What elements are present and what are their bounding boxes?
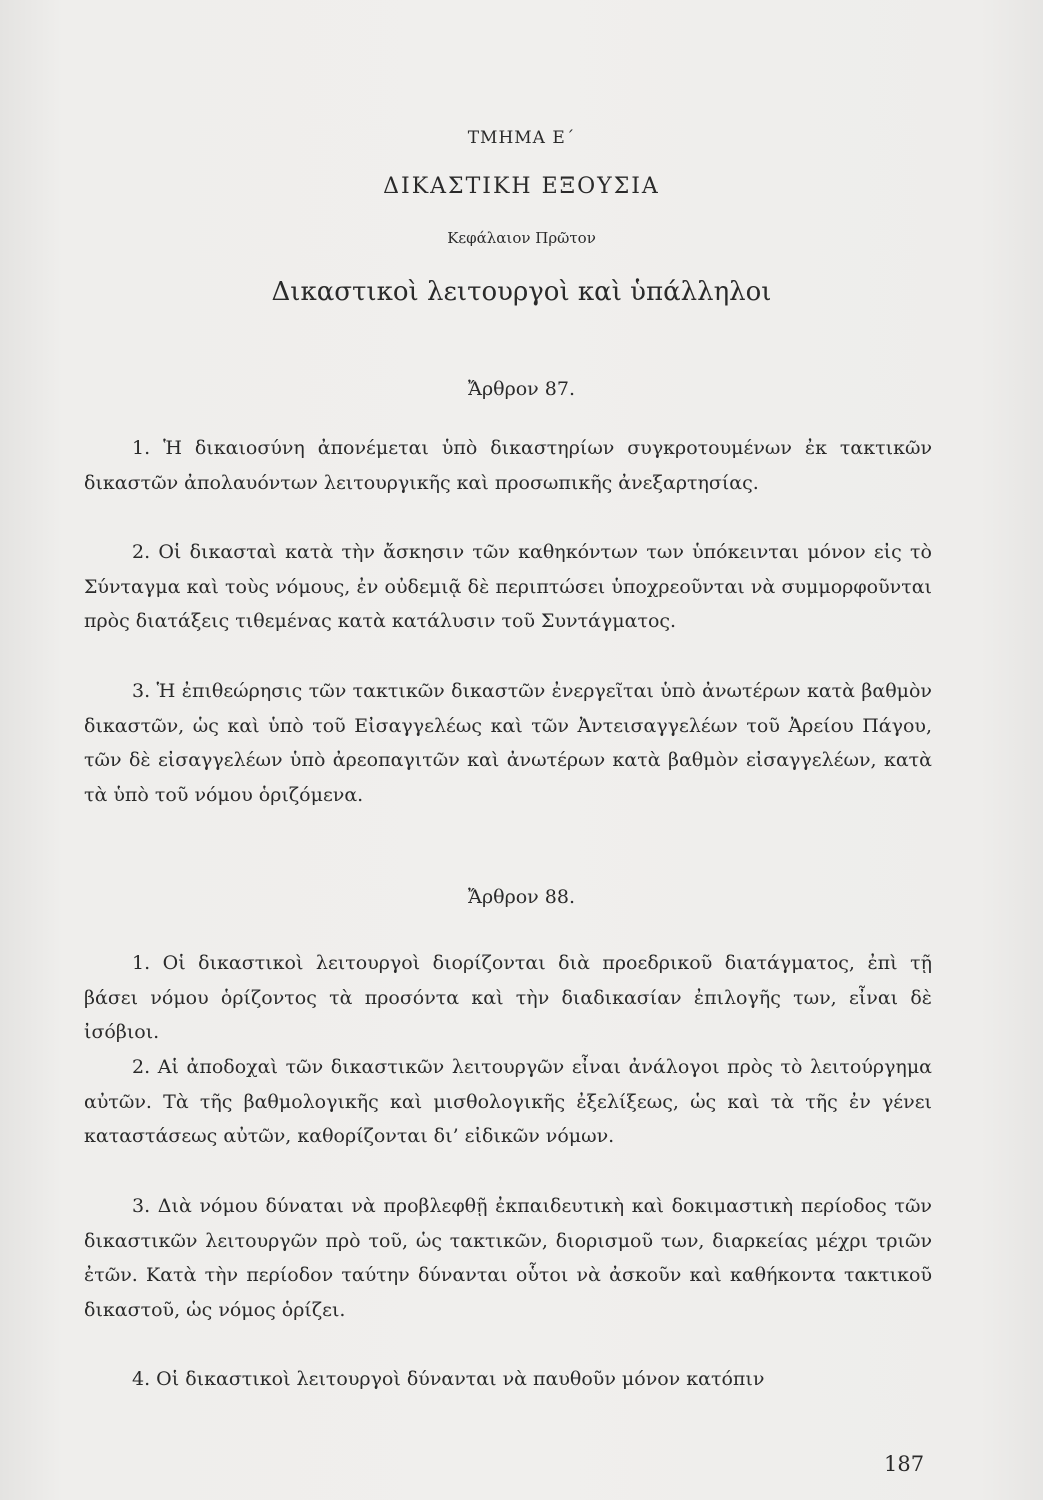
page-number: 187 <box>884 1452 925 1476</box>
article-87-paragraph-2: 2. Οἱ δικασταὶ κατὰ τὴν ἄσκησιν τῶν καθηκόντων των ὑπόκεινται μόνον εἰς τὸ Σύνταγμα καὶ τοὺς νόμους, ἐν οὐδεμιᾷ δὲ περιπτώσει ὑποχρεοῦνται νὰ συμμορφοῦνται πρὸς διατάξεις τιθεμένας κατὰ κατάλυσιν τοῦ Συντάγματος. <box>84 541 932 632</box>
section-title: ΤΜΗΜΑ Ε΄ <box>467 128 576 148</box>
article-88-paragraph-3: 3. Διὰ νόμου δύναται νὰ προβλεφθῇ ἐκπαιδευτικὴ καὶ δοκιμαστικὴ περίοδος τῶν δικαστικῶν λειτουργῶν πρὸ τοῦ, ὡς τακτικῶν, διορισμοῦ των, διαρκείας μέχρι τριῶν ἐτῶν. Κατὰ τὴν περίοδον ταύτην δύνανται οὗτοι νὰ ἀσκοῦν καὶ καθήκοντα τακτικοῦ δικαστοῦ, ὡς νόμος ὁρίζει. <box>84 1195 932 1321</box>
chapter-title: Κεφάλαιον Πρῶτον <box>447 229 596 247</box>
article-88-title: Ἄρθρον 88. <box>468 886 575 908</box>
chapter-heading: Δικαστικοὶ λειτουργοὶ καὶ ὑπάλληλοι <box>271 277 772 307</box>
article-88-paragraph-4: 4. Οἱ δικαστικοὶ λειτουργοὶ δύνανται νὰ παυθοῦν μόνον κατόπιν <box>132 1368 765 1390</box>
article-87-paragraph-3: 3. Ἡ ἐπιθεώρησις τῶν τακτικῶν δικαστῶν ἐνεργεῖται ὑπὸ ἀνωτέρων κατὰ βαθμὸν δικαστῶν, ὡς καὶ ὑπὸ τοῦ Εἰσαγγελέως καὶ τῶν Ἀντεισαγγελέων τοῦ Ἀρείου Πάγου, τῶν δὲ εἰσαγγελέων ὑπὸ ἀρεοπαγιτῶν καὶ ἀνωτέρων κατὰ βαθμὸν εἰσαγγελέων, κατὰ τὰ ὑπὸ τοῦ νόμου ὁριζόμενα. <box>84 680 932 806</box>
article-88-paragraph-2: 2. Αἱ ἀποδοχαὶ τῶν δικαστικῶν λειτουργῶν εἶναι ἀνάλογοι πρὸς τὸ λειτούργημα αὐτῶν. Τὰ τῆς βαθμολογικῆς καὶ μισθολογικῆς ἐξελίξεως, ὡς καὶ τὰ τῆς ἐν γένει καταστάσεως αὐτῶν, καθορίζονται δι’ εἰδικῶν νόμων. <box>84 1056 932 1147</box>
article-87-paragraph-1: 1. Ἡ δικαιοσύνη ἀπονέμεται ὑπὸ δικαστηρίων συγκροτουμένων ἐκ τακτικῶν δικαστῶν ἀπολαυόντων λειτουργικῆς καὶ προσωπικῆς ἀνεξαρτησίας. <box>84 437 932 494</box>
part-title: ΔΙΚΑΣΤΙΚΗ ΕΞΟΥΣΙΑ <box>383 174 660 199</box>
article-88-paragraph-1: 1. Οἱ δικαστικοὶ λειτουργοὶ διορίζονται διὰ προεδρικοῦ διατάγματος, ἐπὶ τῇ βάσει νόμου ὁρίζοντος τὰ προσόντα καὶ τὴν διαδικασίαν ἐπιλογῆς των, εἶναι δὲ ἰσόβιοι. <box>84 952 932 1043</box>
article-87-title: Ἄρθρον 87. <box>468 378 575 400</box>
